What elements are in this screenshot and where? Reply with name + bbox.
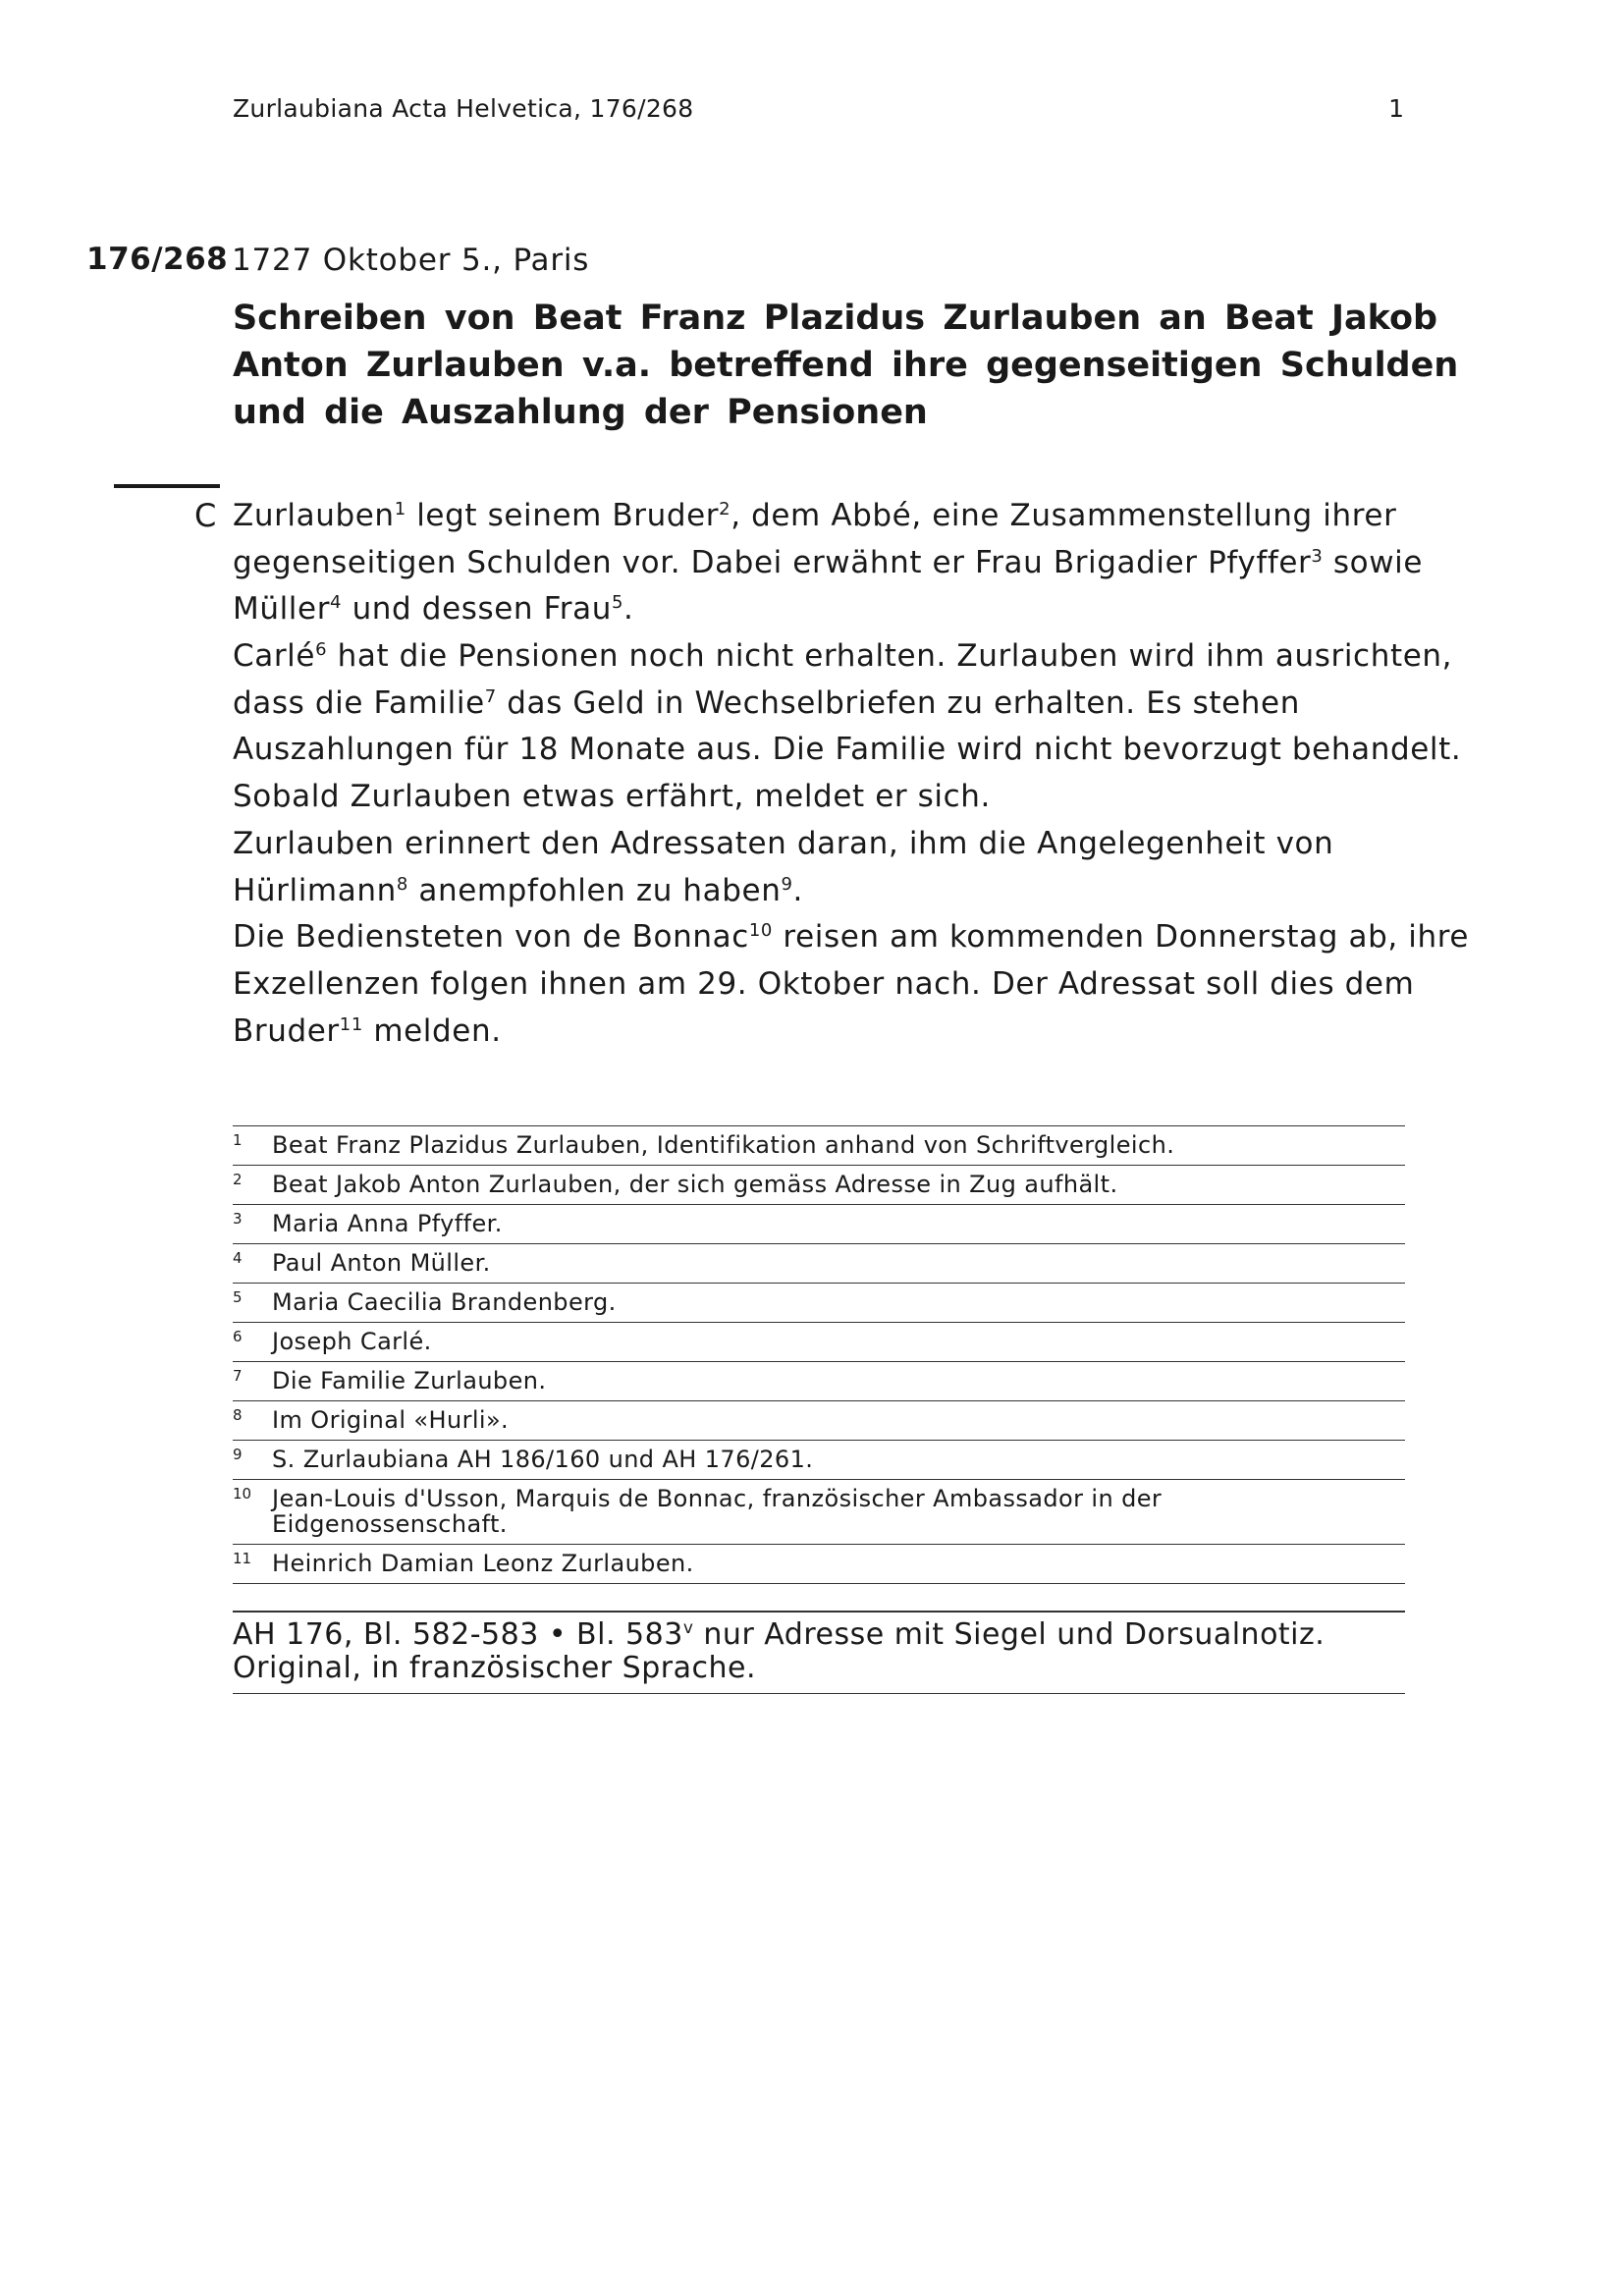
- summary-line: Sobald Zurlauben etwas erfährt, meldet er sich.: [233, 779, 991, 815]
- title-line: Anton Zurlauben v.a. betreffend ihre gegenseitigen Schulden: [233, 346, 1459, 385]
- footnote: [233, 1401, 1405, 1441]
- footnote-text: Heinrich Damian Leonz Zurlauben.: [272, 1550, 694, 1577]
- summary-line: dass die Familie$^7$ das Geld in Wechselbriefen zu erhalten. Es stehen: [233, 684, 1300, 721]
- footnote-ref[interactable]: 3: [1311, 545, 1324, 567]
- footnote-ref[interactable]: 5: [611, 592, 624, 614]
- footnote-ref[interactable]: 1: [394, 499, 406, 519]
- footnote-ref[interactable]: 6: [315, 639, 328, 661]
- source-line: Original, in französischer Sprache.: [233, 1651, 756, 1685]
- footnote: [233, 1126, 1405, 1166]
- footnote-text: Im Original «Hurli».: [272, 1406, 510, 1434]
- footnote-ref[interactable]: 7: [484, 685, 497, 707]
- footnote-number: 2: [233, 1171, 243, 1188]
- margin-rule: [114, 484, 220, 488]
- footnote-number: 8: [233, 1406, 243, 1424]
- title-line: Schreiben von Beat Franz Plazidus Zurlauben an Beat Jakob: [233, 299, 1438, 338]
- footnote-text: Beat Franz Plazidus Zurlauben, Identifikation anhand von Schriftvergleich.: [272, 1131, 1175, 1159]
- footnote-number: 10: [233, 1485, 252, 1503]
- footnotes: [233, 1125, 1405, 1584]
- footnote-number: 11: [233, 1550, 252, 1567]
- footnote-text: Maria Caecilia Brandenberg.: [272, 1288, 617, 1316]
- footnote-number: 6: [233, 1328, 243, 1345]
- entry-title: [233, 295, 1459, 436]
- footnote-text: Beat Jakob Anton Zurlauben, der sich gemäss Adresse in Zug aufhält.: [272, 1171, 1118, 1198]
- footnote-ref[interactable]: 9: [781, 873, 793, 895]
- footnote-ref[interactable]: 8: [396, 873, 408, 895]
- summary-line: Exzellenzen folgen ihnen am 29. Oktober nach. Der Adressat soll dies dem: [233, 965, 1415, 1002]
- summary-line: gegenseitigen Schulden vor. Dabei erwähnt er Frau Brigadier Pfyffer$^3$ sowie: [233, 544, 1424, 580]
- entry-date: 1727 Oktober 5., Paris: [232, 243, 590, 278]
- header-title: Zurlaubiana Acta Helvetica, 176/268: [233, 94, 694, 123]
- page-number: 1: [1388, 94, 1404, 123]
- summary-line: Bruder$^{11}$ melden.: [233, 1012, 502, 1049]
- summary-line: Carlé$^6$ hat die Pensionen noch nicht erhalten. Zurlauben wird ihm ausrichten,: [233, 638, 1453, 675]
- footnote-text: Maria Anna Pfyffer.: [272, 1210, 503, 1237]
- summary-line: Die Bediensteten von de Bonnac$^{10}$ reisen am kommenden Donnerstag ab, ihre: [233, 919, 1470, 956]
- footnote-text: Die Familie Zurlauben.: [272, 1367, 547, 1394]
- footnote-number: 3: [233, 1210, 243, 1228]
- footnote-text: Paul Anton Müller.: [272, 1249, 491, 1277]
- summary-line: Auszahlungen für 18 Monate aus. Die Familie wird nicht bevorzugt behandelt.: [233, 732, 1462, 768]
- footnote: [233, 1362, 1405, 1401]
- entry-number: 176/268: [86, 242, 229, 277]
- summary-line: Zurlauben$^1$ legt seinem Bruder$^2$, dem Abbé, eine Zusammenstellung ihrer: [233, 498, 1397, 533]
- footnote: [233, 1323, 1405, 1362]
- footnote-ref[interactable]: 2: [719, 499, 731, 519]
- footnote-text: Jean-Louis d'Usson, Marquis de Bonnac, französischer Ambassador in der Eidgenossenschaft.: [272, 1485, 1163, 1538]
- footnote: [233, 1441, 1405, 1480]
- summary-line: Zurlauben erinnert den Adressaten daran, ihm die Angelegenheit von: [233, 825, 1334, 861]
- footnote-number: 1: [233, 1131, 243, 1149]
- footnote-number: 5: [233, 1288, 243, 1306]
- summary-line: Hürlimann$^8$ anempfohlen zu haben$^9$.: [233, 872, 803, 908]
- footnote-text: S. Zurlaubiana AH 186/160 und AH 176/261.: [272, 1446, 814, 1473]
- source-line: AH 176, Bl. 582-583 • Bl. 583$^v$ nur Adresse mit Siegel und Dorsualnotiz.: [233, 1617, 1325, 1652]
- footnote: [233, 1244, 1405, 1284]
- footnote-text: Joseph Carlé.: [272, 1328, 432, 1355]
- footnote-number: 9: [233, 1446, 243, 1463]
- title-line: und die Auszahlung der Pensionen: [233, 393, 928, 432]
- footnote: [233, 1166, 1405, 1205]
- footnote-ref[interactable]: 4: [330, 592, 343, 614]
- footnote: [233, 1545, 1405, 1584]
- summary-text: [233, 493, 1470, 1055]
- source-note: [233, 1611, 1405, 1694]
- footnote-number: 4: [233, 1249, 243, 1267]
- summary-line: Müller$^4$ und dessen Frau$^5$.: [233, 591, 634, 628]
- footnote-number: 7: [233, 1367, 243, 1385]
- footnote: [233, 1480, 1405, 1545]
- footnote-ref[interactable]: 11: [339, 1013, 363, 1035]
- footnote: [233, 1284, 1405, 1323]
- footnote-ref[interactable]: 10: [748, 920, 773, 942]
- footnote: [233, 1205, 1405, 1244]
- margin-letter: C: [194, 497, 217, 534]
- verso-marker: v: [682, 1618, 694, 1638]
